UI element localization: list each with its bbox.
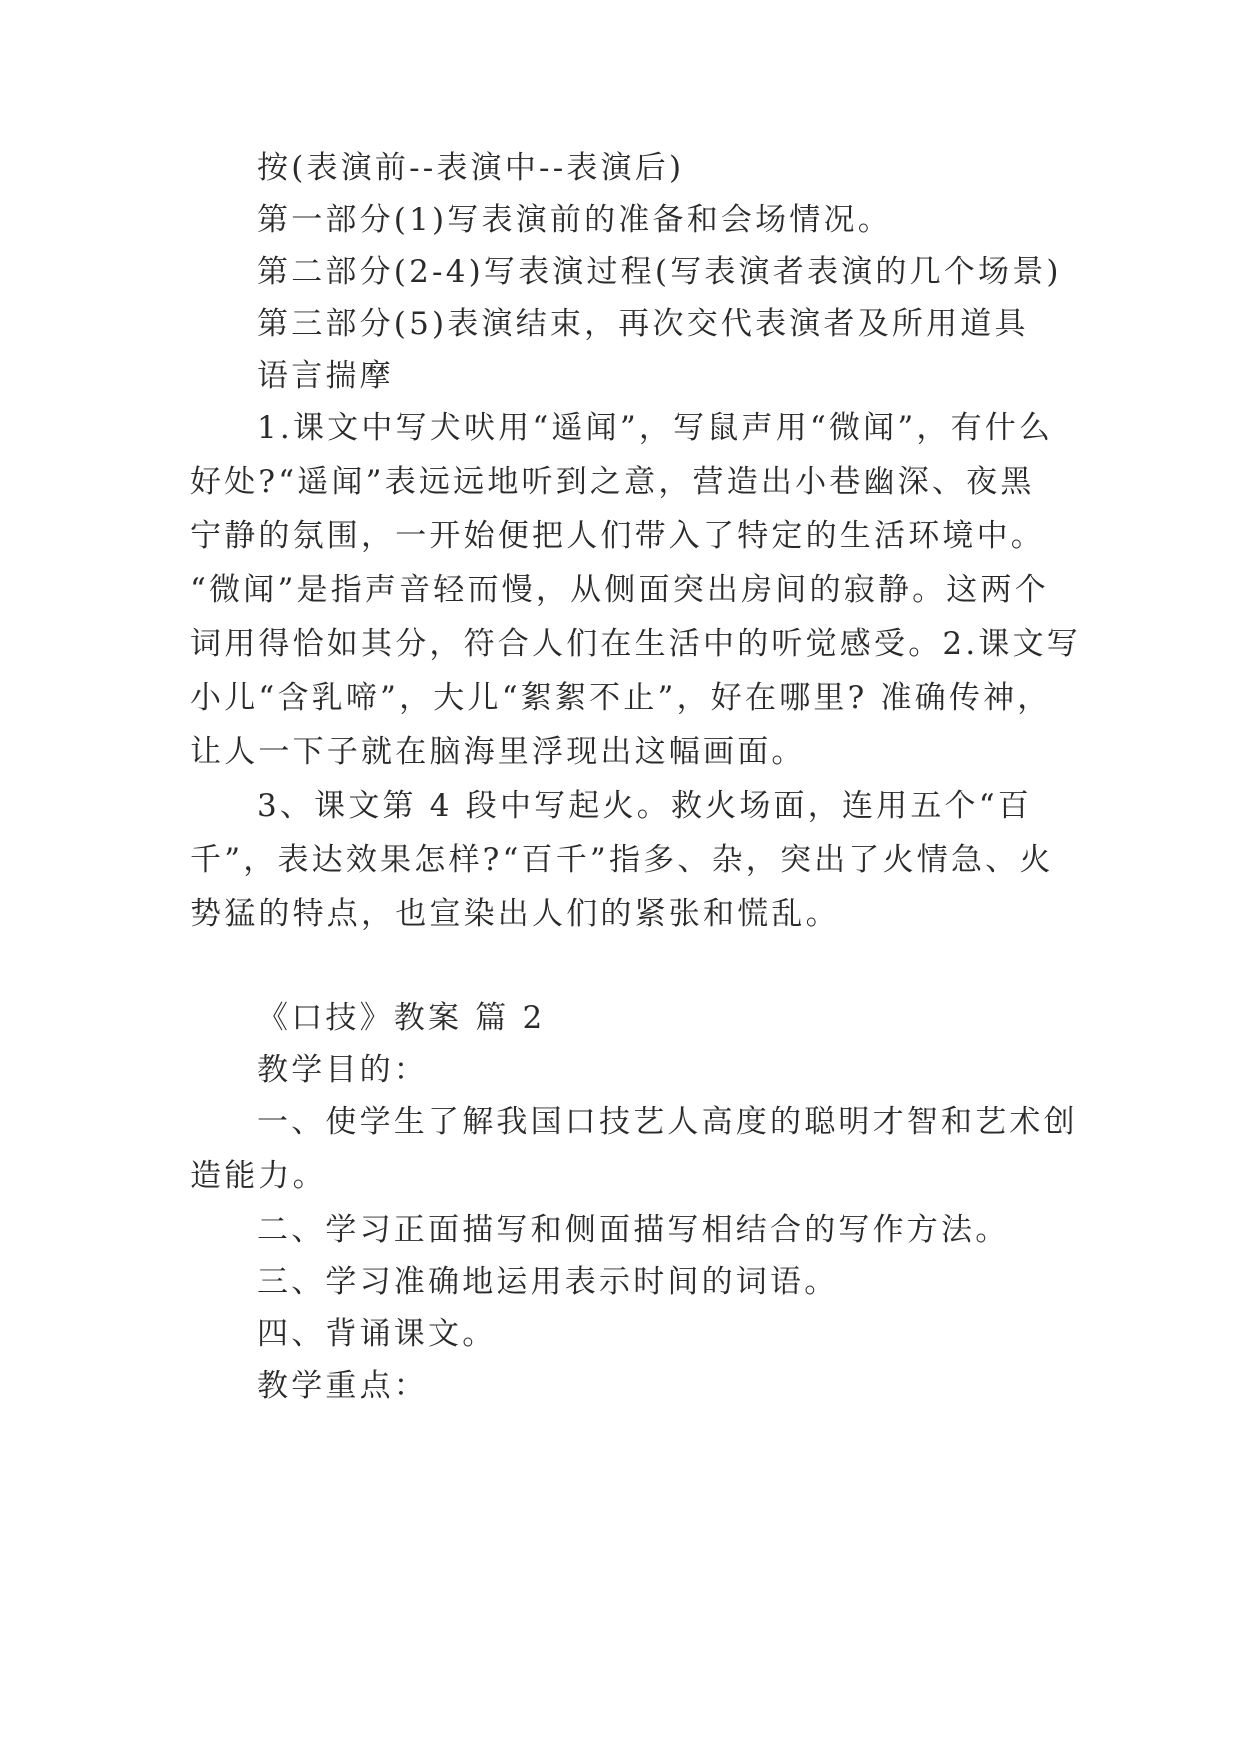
teaching-focus-heading: 教学重点： (257, 1368, 428, 1404)
language-analysis-heading: 语言揣摩 (257, 358, 394, 394)
structure-line: 按(表演前--表演中--表演后) (257, 150, 685, 186)
section-title: 《口技》教案 篇 2 (257, 1000, 546, 1036)
goal-four-line: 四、背诵课文。 (257, 1316, 497, 1352)
paragraph-line: 千”，表达效果怎样?“百千”指多、杂，突出了火情急、火 (190, 842, 1054, 878)
paragraph-line: “微闻”是指声音轻而慢，从侧面突出房间的寂静。这两个 (190, 572, 1049, 608)
paragraph-line: 词用得恰如其分，符合人们在生活中的听觉感受。2.课文写 (190, 626, 1081, 662)
paragraph-line: 好处?“遥闻”表远远地听到之意，营造出小巷幽深、夜黑 (190, 464, 1035, 500)
paragraph-line: 一、使学生了解我国口技艺人高度的聪明才智和艺术创 (257, 1104, 1078, 1140)
paragraph-line: 小儿“含乳啼”，大儿“絮絮不止”，好在哪里? 准确传神， (190, 680, 1052, 716)
part-three-line: 第三部分(5)表演结束，再次交代表演者及所用道具 (257, 306, 1029, 342)
paragraph-line: 造能力。 (190, 1158, 327, 1194)
part-one-line: 第一部分(1)写表演前的准备和会场情况。 (257, 202, 892, 238)
paragraph-line: 势猛的特点，也宣染出人们的紧张和慌乱。 (190, 896, 840, 932)
paragraph-line: 让人一下子就在脑海里浮现出这幅画面。 (190, 734, 806, 770)
paragraph-line: 3、课文第 4 段中写起火。救火场面，连用五个“百 (257, 788, 1033, 824)
paragraph-line: 宁静的氛围，一开始便把人们带入了特定的生活环境中。 (190, 518, 1045, 554)
goal-three-line: 三、学习准确地运用表示时间的词语。 (257, 1264, 839, 1300)
goal-two-line: 二、学习正面描写和侧面描写相结合的写作方法。 (257, 1212, 1010, 1248)
teaching-goals-heading: 教学目的： (257, 1052, 428, 1088)
part-two-line: 第二部分(2-4)写表演过程(写表演者表演的几个场景) (257, 254, 1062, 290)
paragraph-line: 1.课文中写犬吠用“遥闻”，写鼠声用“微闻”，有什么 (257, 410, 1054, 446)
